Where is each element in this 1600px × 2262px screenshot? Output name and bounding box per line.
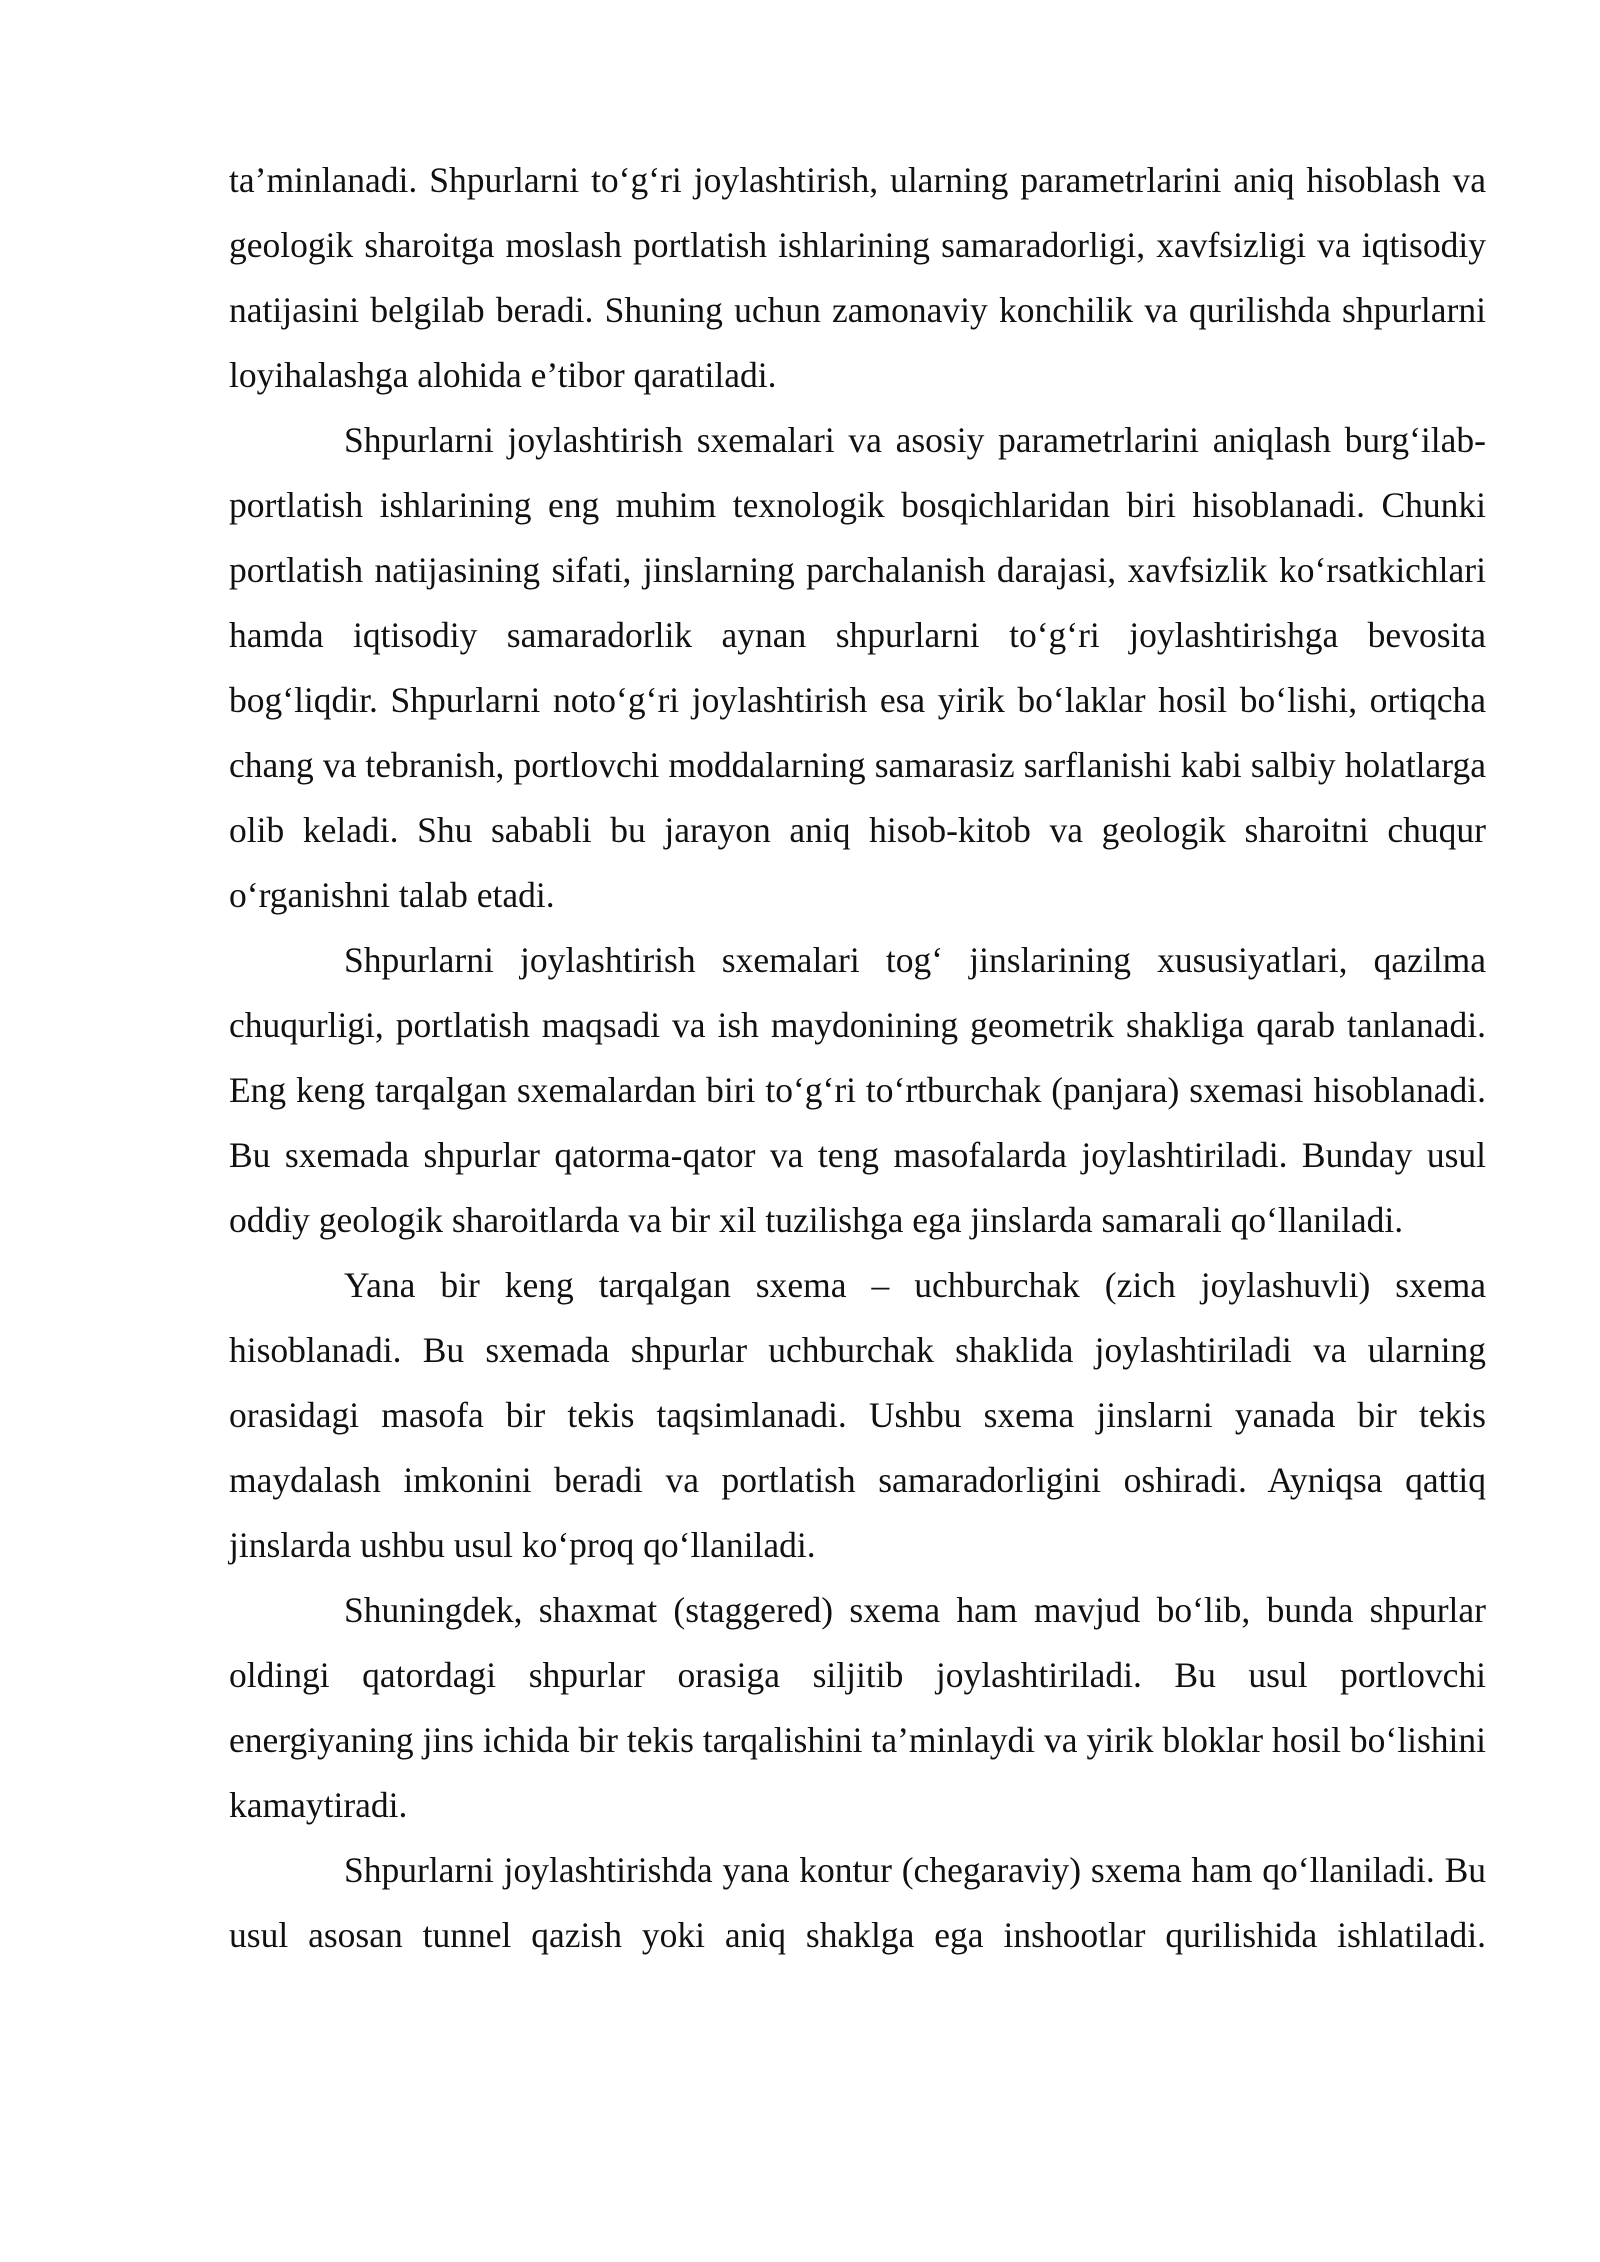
document-body bbox=[229, 148, 1486, 1968]
paragraph-3: Shpurlarni joylashtirish sxemalari tog‘ jinslarining xususiyatlari, qazilma chuqurligi, portlatish maqsadi va ish maydonining geometrik shakliga qarab tanlanadi. Eng keng tarqalgan sxemalardan biri to‘g‘ri to‘rtburchak (panjara) sxemasi hisoblanadi. Bu sxemada shpurlar qatorma-qator va teng masofalarda joylashtiriladi. Bunday usul oddiy geologik sharoitlarda va bir xil tuzilishga ega jinslarda samarali qo‘llaniladi. bbox=[229, 940, 1486, 1240]
paragraph-5: Shuningdek, shaxmat (staggered) sxema ham mavjud bo‘lib, bunda shpurlar oldingi qatordagi shpurlar orasiga siljitib joylashtiriladi. Bu usul portlovchi energiyaning jins ichida bir tekis tarqalishini ta’minlaydi va yirik bloklar hosil bo‘lishini kamaytiradi. bbox=[229, 1590, 1486, 1825]
paragraph-6: Shpurlarni joylashtirishda yana kontur (chegaraviy) sxema ham qo‘llaniladi. Bu usul asosan tunnel qazish yoki aniq shaklga ega inshootlar qurilishida ishlatiladi. bbox=[229, 1850, 1486, 1955]
paragraph-4: Yana bir keng tarqalgan sxema – uchburchak (zich joylashuvli) sxema hisoblanadi. Bu sxemada shpurlar uchburchak shaklida joylashtiriladi va ularning orasidagi masofa bir tekis taqsimlanadi. Ushbu sxema jinslarni yanada bir tekis maydalash imkonini beradi va portlatish samaradorligini oshiradi. Ayniqsa qattiq jinslarda ushbu usul ko‘proq qo‘llaniladi. bbox=[229, 1265, 1486, 1565]
paragraph-2: Shpurlarni joylashtirish sxemalari va asosiy parametrlarini aniqlash burg‘ilab-portlatish ishlarining eng muhim texnologik bosqichlaridan biri hisoblanadi. Chunki portlatish natijasining sifati, jinslarning parchalanish darajasi, xavfsizlik ko‘rsatkichlari hamda iqtisodiy samaradorlik aynan shpurlarni to‘g‘ri joylashtirishga bevosita bog‘liqdir. Shpurlarni noto‘g‘ri joylashtirish esa yirik bo‘laklar hosil bo‘lishi, ortiqcha chang va tebranish, portlovchi moddalarning samarasiz sarflanishi kabi salbiy holatlarga olib keladi. Shu sababli bu jarayon aniq hisob-kitob va geologik sharoitni chuqur o‘rganishni talab etadi. bbox=[229, 420, 1486, 915]
paragraph-1: ta’minlanadi. Shpurlarni to‘g‘ri joylashtirish, ularning parametrlarini aniq hisoblash va geologik sharoitga moslash portlatish ishlarining samaradorligi, xavfsizligi va iqtisodiy natijasini belgilab beradi. Shuning uchun zamonaviy konchilik va qurilishda shpurlarni loyihalashga alohida e’tibor qaratiladi. bbox=[229, 160, 1486, 395]
